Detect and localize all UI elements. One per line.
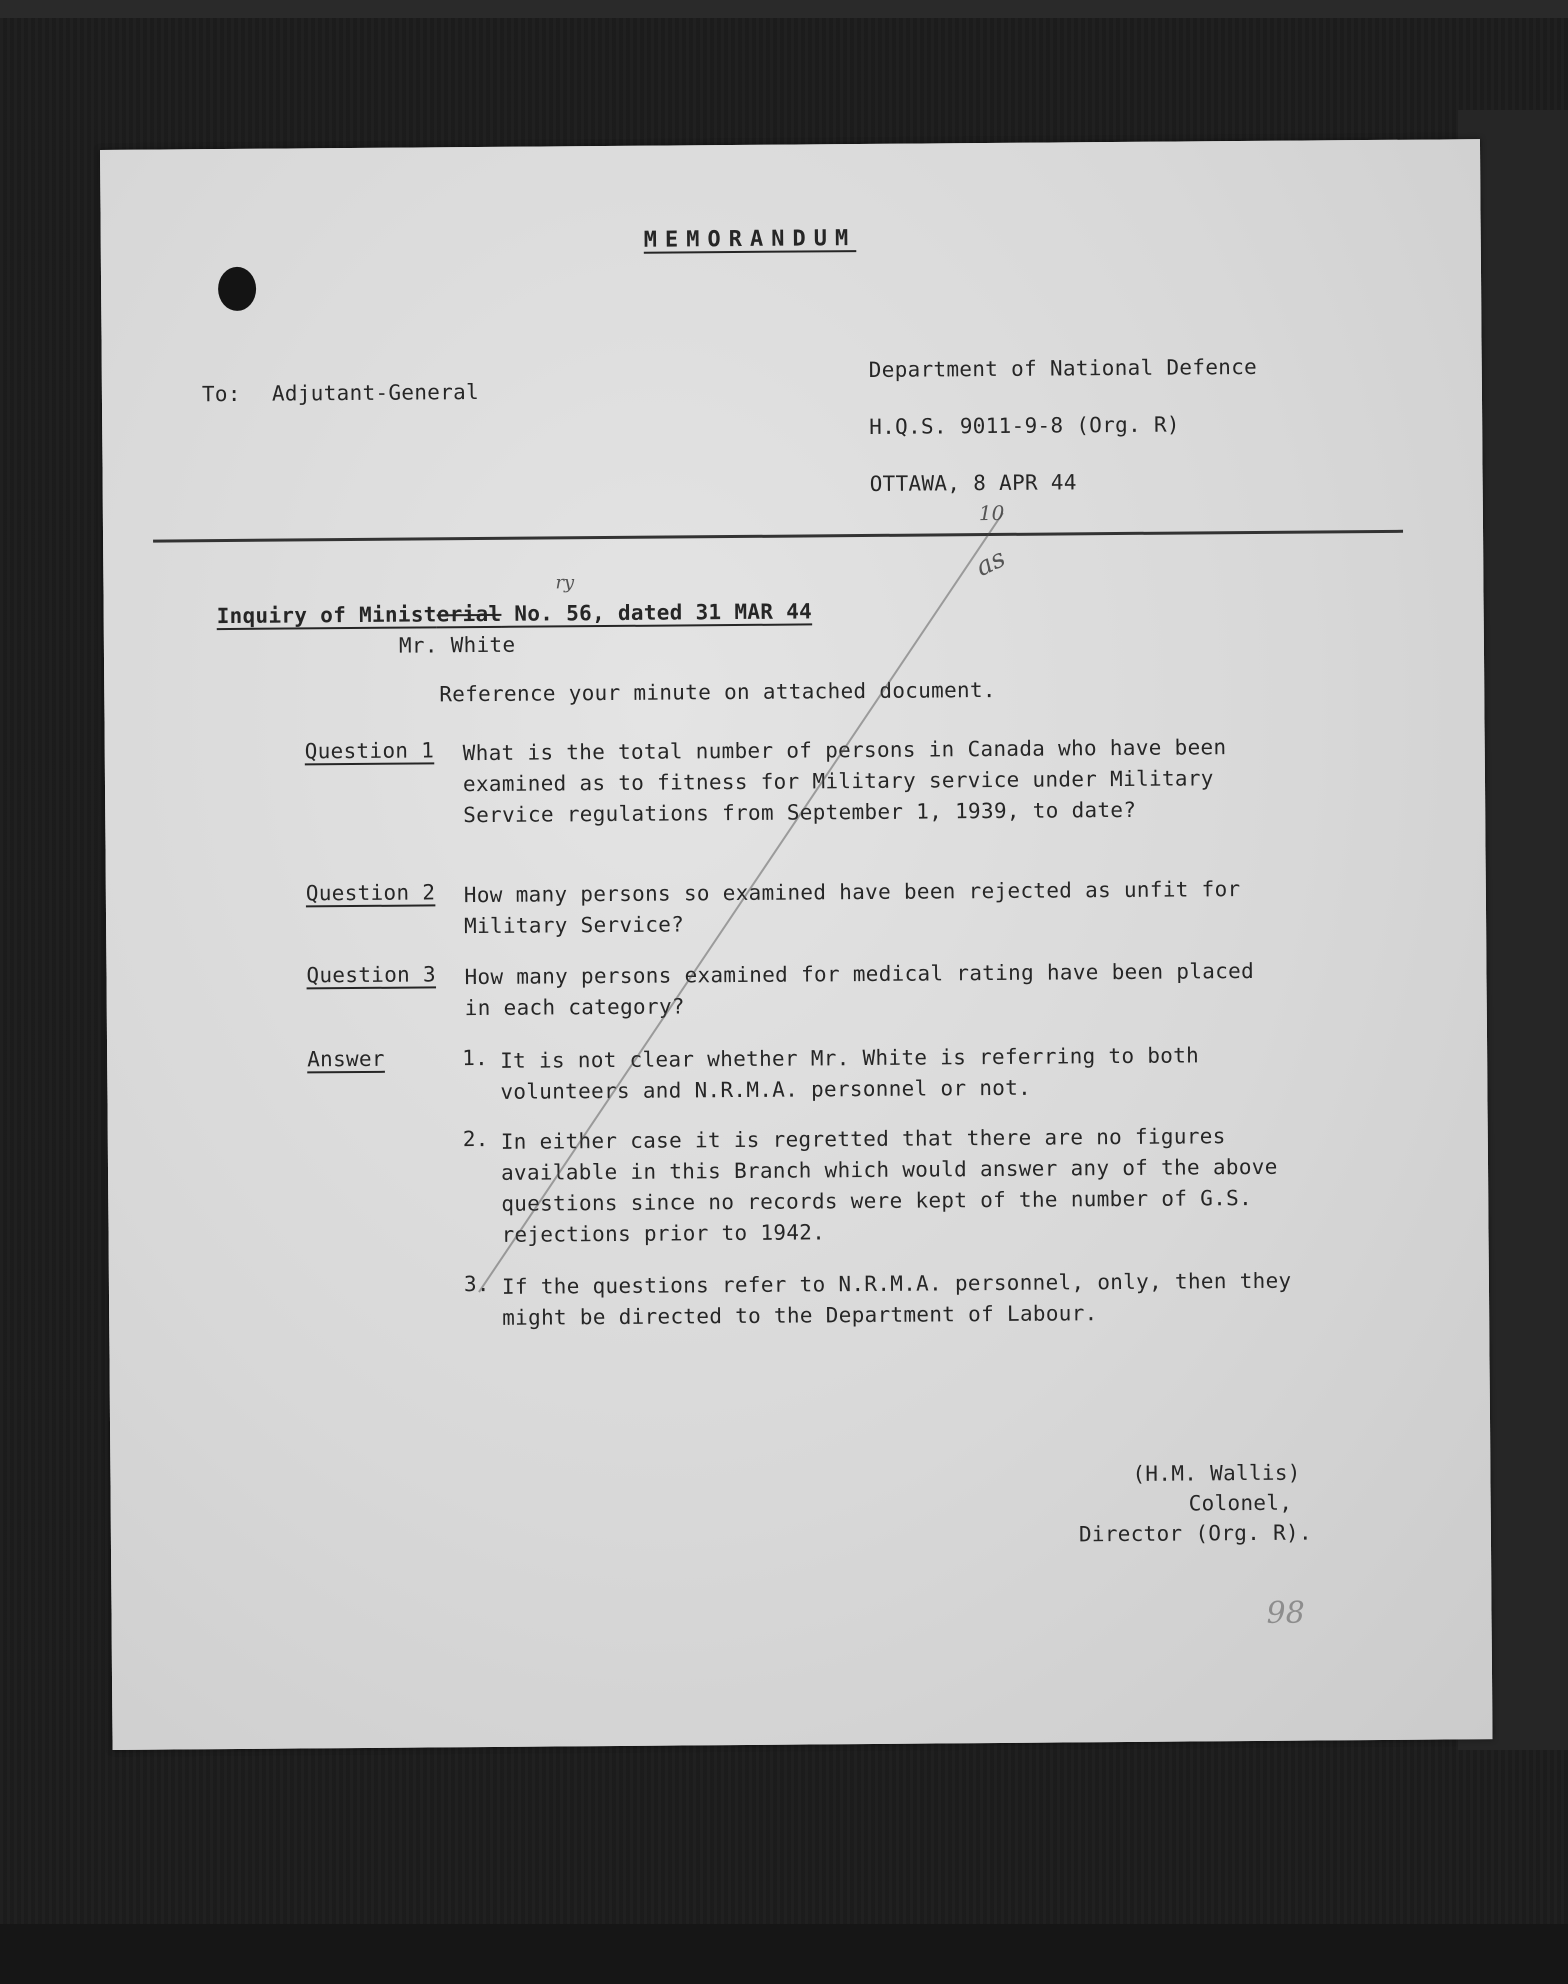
answer-2-number: 2. — [462, 1126, 489, 1152]
signatory-name: (H.M. Wallis) — [1132, 1460, 1301, 1486]
answer-label: Answer — [307, 1046, 385, 1072]
to-label: To: — [201, 381, 241, 407]
date-line: OTTAWA, 8 APR 44 — [869, 470, 1077, 496]
film-edge-top — [0, 0, 1568, 18]
reference-line: Reference your minute on attached document. — [439, 677, 996, 707]
to-value: Adjutant-General — [271, 380, 480, 406]
answer-3-text: If the questions refer to N.R.M.A. personnel, only, then they might be directed to the Department of Labour. — [501, 1268, 1292, 1330]
question-2-label: Question 2 — [305, 880, 436, 906]
question-3-text: How many persons examined for medical rating have been placed in each category? — [464, 958, 1255, 1021]
question-1-label: Question 1 — [304, 738, 435, 764]
answer-3-number: 3. — [463, 1271, 490, 1297]
handwritten-insertion: ry — [555, 572, 575, 594]
question-3-label: Question 3 — [306, 962, 437, 988]
memo-title: MEMORANDUM — [643, 226, 857, 253]
member-name: Mr. White — [398, 632, 516, 658]
inquiry-struck-text: erial — [436, 601, 502, 627]
answer-1-number: 1. — [462, 1045, 489, 1071]
department: Department of National Defence — [868, 354, 1258, 382]
pencil-slash-mark — [100, 139, 1493, 1750]
memo-page — [100, 139, 1493, 1750]
answer-2-text: In either case it is regretted that there are no figures available in this Branch which would answer any of the above questions since no records were kept of the number of G.S. rejections prior to 1942. — [500, 1124, 1278, 1247]
question-1-text: What is the total number of persons in Canada who have been examined as to fitness for Military service under Military Service regulations from September 1, 1939, to date? — [462, 735, 1227, 828]
handwritten-date-correction: 10 — [978, 500, 1005, 526]
handwritten-initials: as — [971, 543, 1011, 583]
handwritten-page-number: 98 — [1266, 1595, 1305, 1631]
inquiry-prefix: Inquiry of Minist — [216, 602, 437, 629]
file-reference: H.Q.S. 9011-9-8 (Org. R) — [869, 412, 1180, 439]
inquiry-rest: No. 56, dated 31 MAR 44 — [501, 599, 813, 626]
question-2-text: How many persons so examined have been rejected as unfit for Military Service? — [463, 877, 1241, 939]
answer-1-text: It is not clear whether Mr. White is referring to both volunteers and N.R.M.A. personnel or not. — [500, 1043, 1200, 1104]
signatory-title: Director (Org. R). — [1078, 1520, 1312, 1547]
signatory-rank: Colonel, — [1188, 1490, 1293, 1516]
film-edge-bottom — [0, 1924, 1568, 1984]
